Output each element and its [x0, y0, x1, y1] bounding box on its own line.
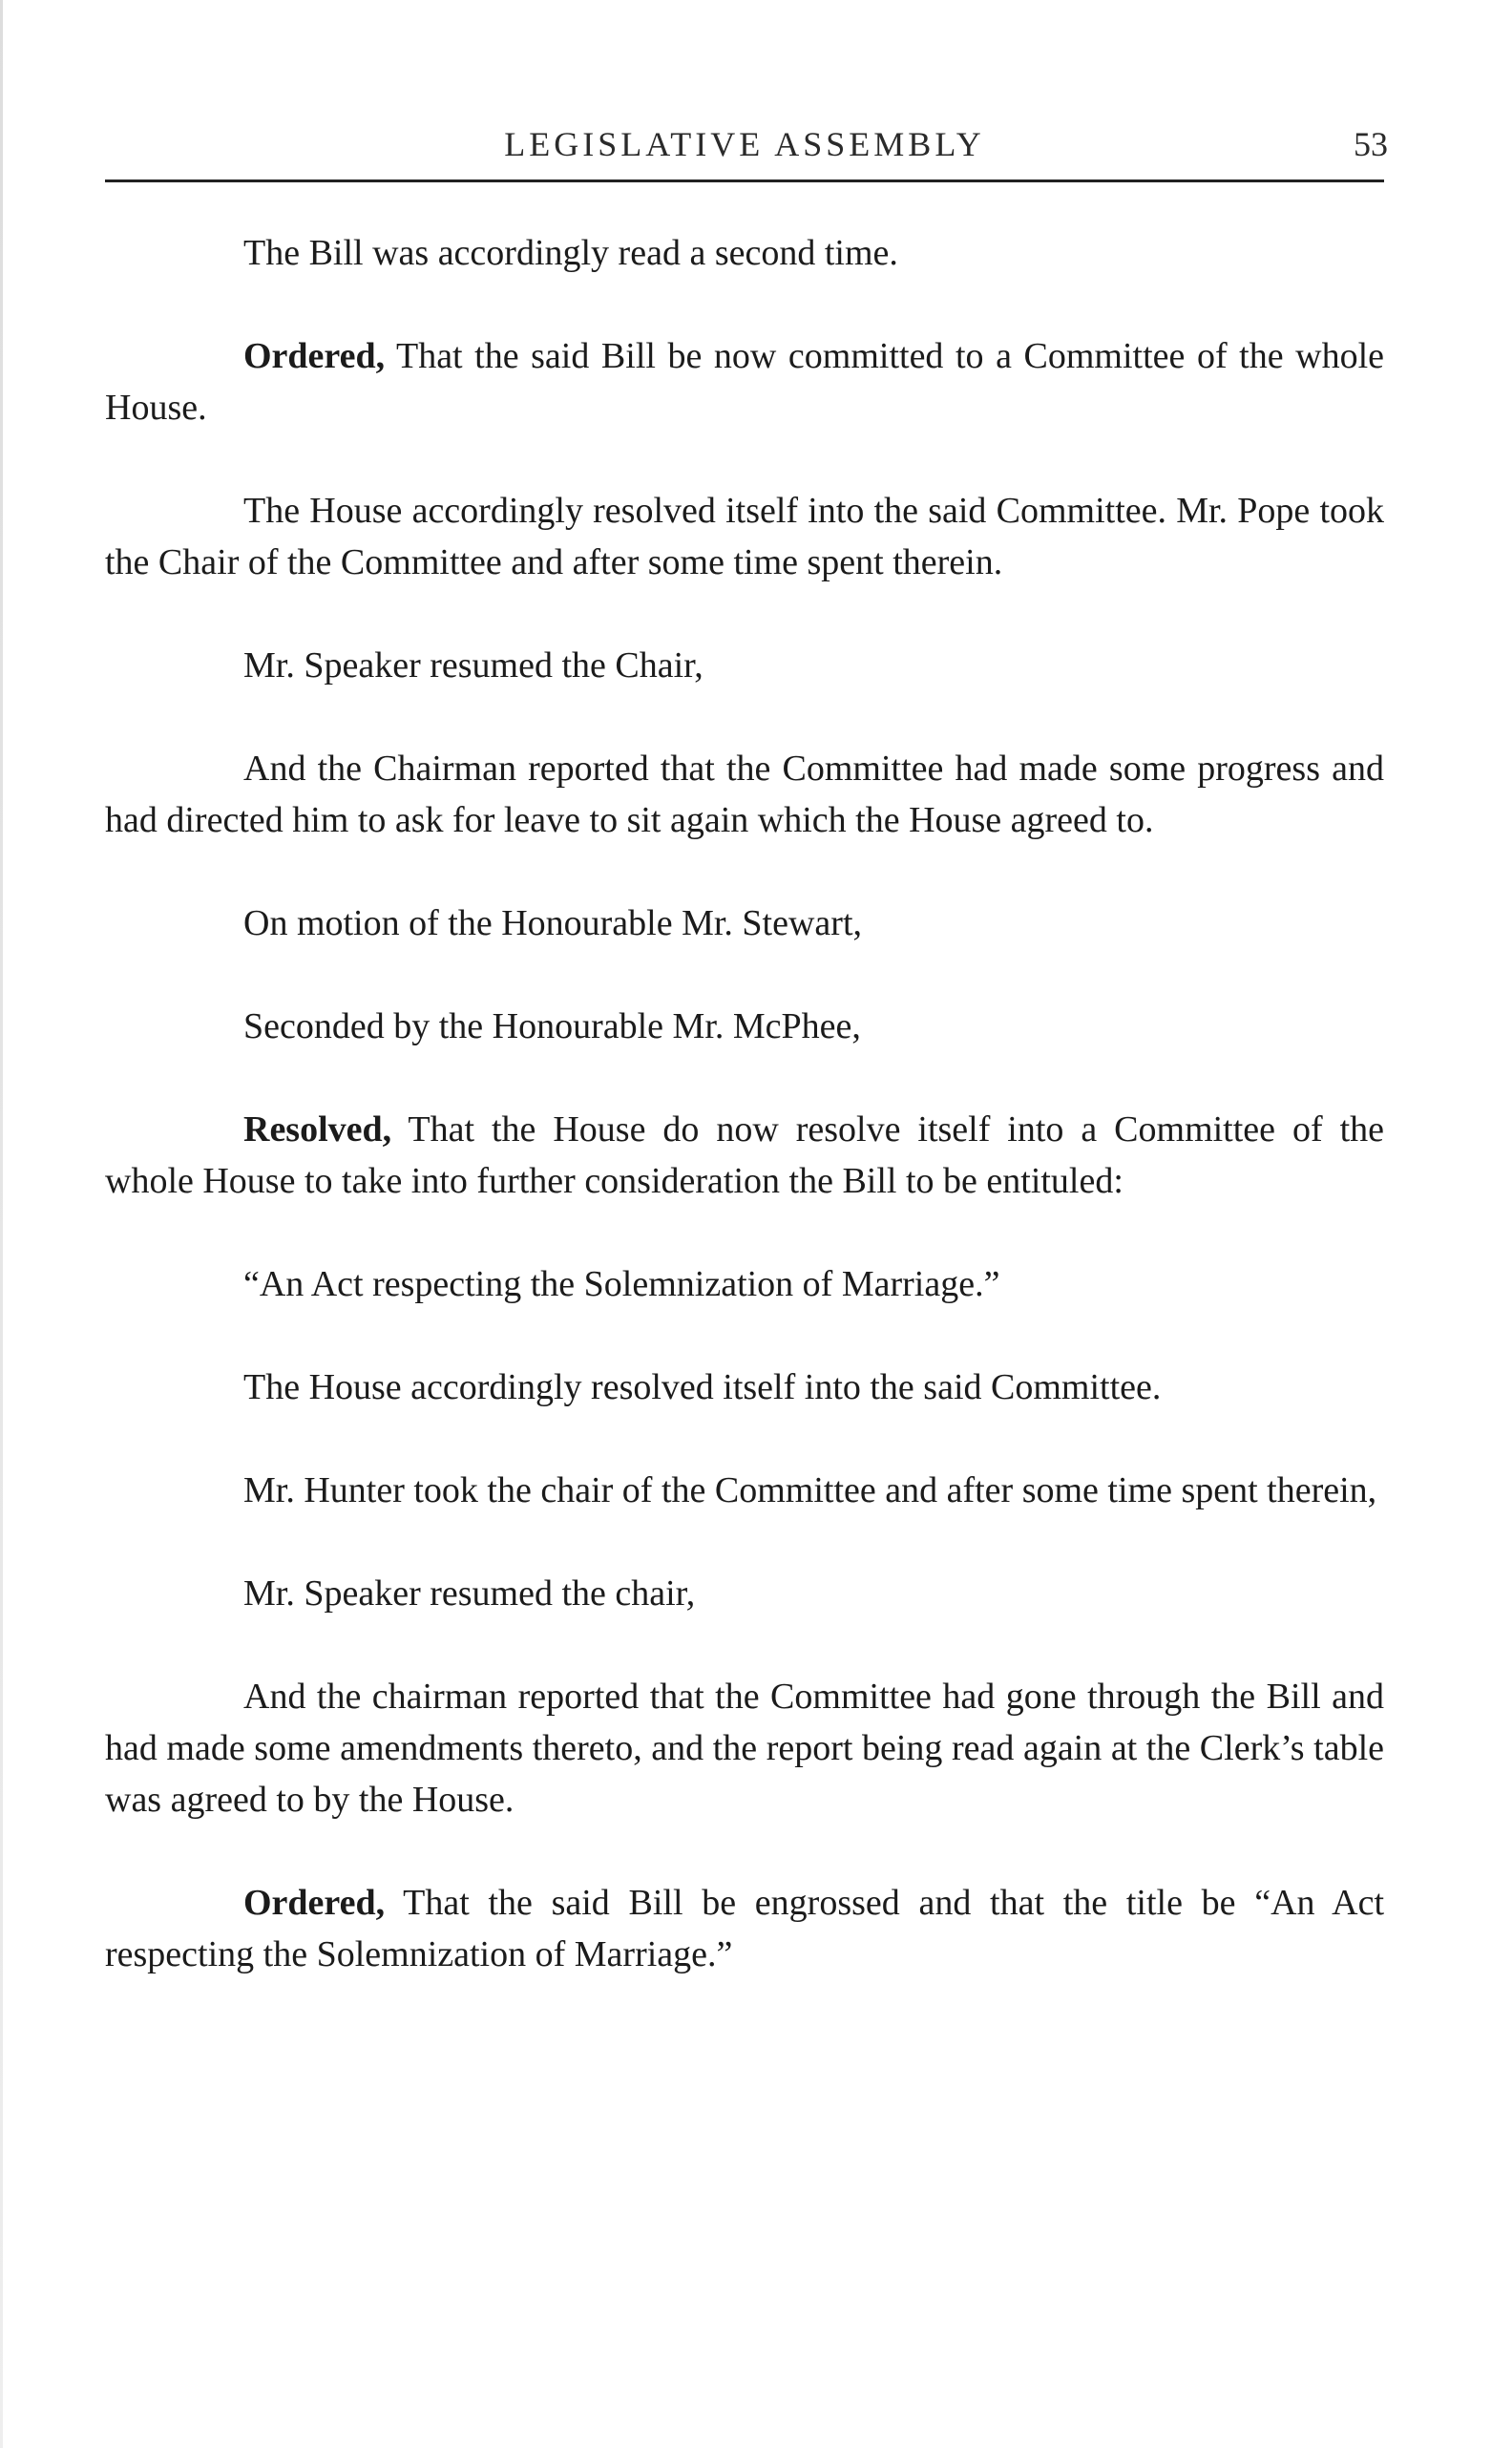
paragraph-lead: Ordered, [243, 336, 386, 376]
paragraph-ordered-committed [105, 330, 1384, 433]
paragraph-chairman-progress [105, 743, 1384, 846]
paragraph-text: “An Act respecting the Solemnization of Marriage.” [243, 1264, 1000, 1304]
paragraph-text: That the said Bill be now committed to a Committee of the whole House. [105, 336, 1384, 428]
paragraph-text: And the Chairman reported that the Committee had made some progress and had directed him to ask for leave to sit again which the House agreed to. [105, 749, 1384, 840]
header-rule [105, 179, 1384, 182]
paragraph-text: Seconded by the Honourable Mr. McPhee, [243, 1006, 861, 1046]
paragraph-lead: Ordered, [243, 1883, 386, 1923]
paragraph-text: That the said Bill be engrossed and that the title be “An Act respecting the Solemnization of Marriage.” [105, 1883, 1384, 1974]
paragraph-text: The House accordingly resolved itself into the said Committee. [243, 1367, 1162, 1407]
paragraph-text: The Bill was accordingly read a second time. [243, 233, 898, 273]
paragraph-committee-pope [105, 485, 1384, 588]
paragraph-ordered-engrossed [105, 1877, 1384, 1980]
scan-edge [0, 0, 3, 2448]
paragraph-speaker-resumed [105, 640, 1384, 691]
paragraph-lead: Resolved, [243, 1109, 392, 1150]
paragraph-seconded [105, 1001, 1384, 1052]
paragraph-text: And the chairman reported that the Committee had gone through the Bill and had made some amendments thereto, and the report being read again at the Clerk’s table was agreed to by the House. [105, 1677, 1384, 1820]
paragraph-resolved [105, 1104, 1384, 1207]
paragraph-house-resolved [105, 1361, 1384, 1413]
paragraph-text: The House accordingly resolved itself into the said Committee. Mr. Pope took the Chair of the Committee and after some time spent therein. [105, 491, 1384, 582]
paragraph-text: Mr. Hunter took the chair of the Committee and after some time spent therein, [243, 1470, 1377, 1510]
paragraph-second-reading [105, 227, 1384, 279]
paragraph-text: Mr. Speaker resumed the Chair, [243, 645, 704, 686]
page-number: 53 [1354, 125, 1388, 163]
paragraph-chairman-amendments [105, 1671, 1384, 1825]
page-body [105, 227, 1384, 2032]
paragraph-text: That the House do now resolve itself into a Committee of the whole House to take into further consideration the Bill to be entituled: [105, 1109, 1384, 1201]
running-header: LEGISLATIVE ASSEMBLY [504, 125, 985, 163]
paragraph-motion [105, 897, 1384, 949]
paragraph-act-title [105, 1258, 1384, 1310]
paragraph-hunter-chair [105, 1465, 1384, 1516]
paragraph-text: Mr. Speaker resumed the chair, [243, 1573, 696, 1614]
paragraph-speaker-resumed-2 [105, 1568, 1384, 1619]
paragraph-text: On motion of the Honourable Mr. Stewart, [243, 903, 863, 943]
